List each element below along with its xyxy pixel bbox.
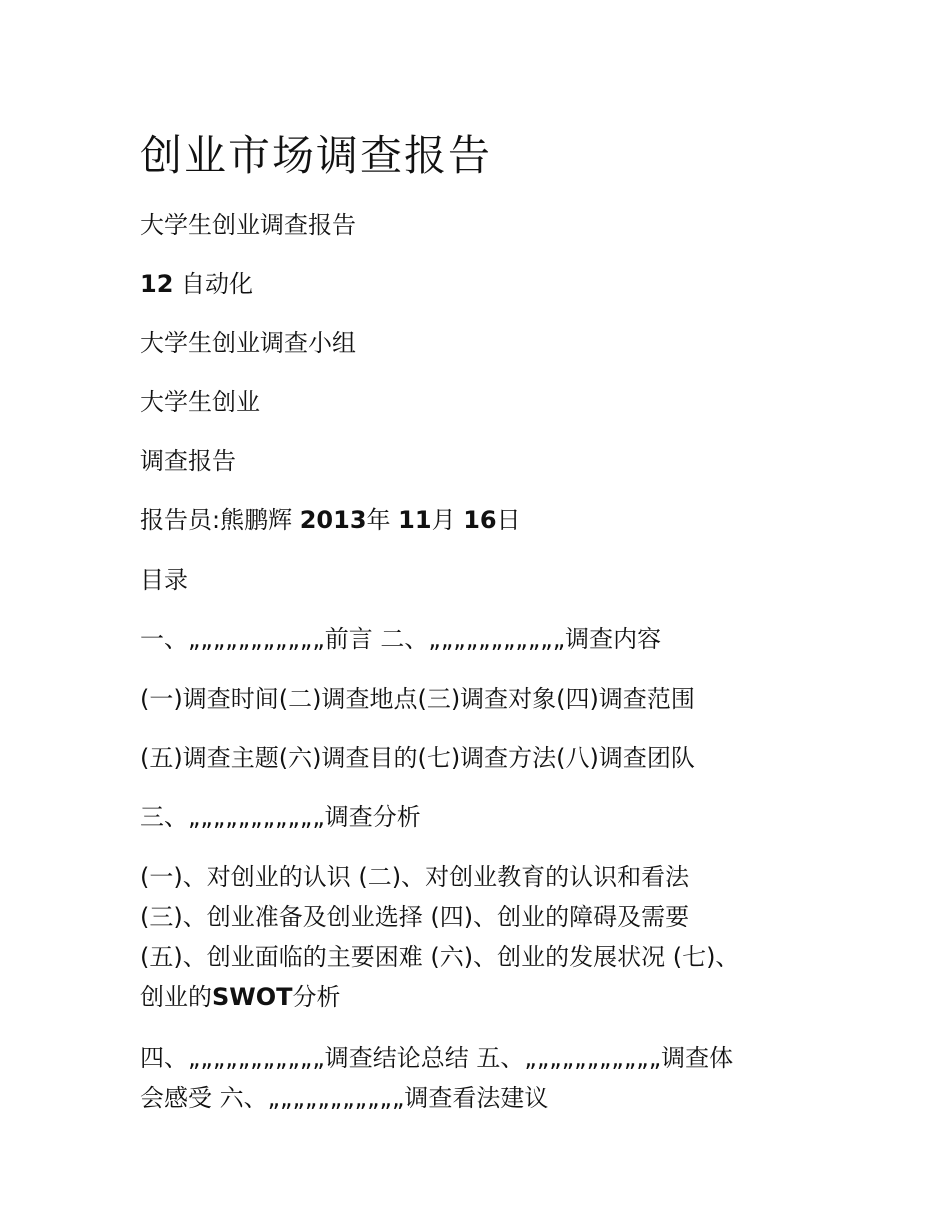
toc-line-1: 一、„„„„„„„„„„„前言 二、„„„„„„„„„„„调查内容	[140, 625, 662, 653]
toc-line-6b: 会感受 六、„„„„„„„„„„„调查看法建议	[140, 1084, 549, 1112]
toc-line-5b: (三)、创业准备及创业选择 (四)、创业的障碍及需要	[140, 903, 690, 931]
date-month: 11	[398, 506, 432, 534]
cover-line-1: 大学生创业	[140, 388, 260, 416]
date-year-unit: 年	[366, 506, 391, 534]
toc-line-5d-pre: 创业的	[140, 983, 212, 1011]
group-name: 大学生创业调查小组	[140, 329, 356, 357]
date-day: 16	[463, 506, 497, 534]
toc-line-6a: 四、„„„„„„„„„„„调查结论总结 五、„„„„„„„„„„„调查体	[140, 1044, 734, 1072]
toc-line-3: (五)调查主题(六)调查目的(七)调查方法(八)调查团队	[140, 744, 695, 772]
document-title: 创业市场调查报告	[140, 131, 493, 180]
cover-line-2: 调查报告	[140, 447, 236, 475]
date-day-unit: 日	[496, 506, 521, 534]
subtitle: 大学生创业调查报告	[140, 211, 356, 239]
document-page	[140, 0, 820, 1230]
toc-line-5d	[140, 977, 820, 1017]
class-number: 12	[140, 270, 174, 298]
toc-line-4: 三、„„„„„„„„„„„调查分析	[140, 803, 421, 831]
reporter-label: 报告员:熊鹏辉	[140, 506, 293, 534]
toc-line-5d-bold: SWOT	[212, 983, 293, 1011]
date-month-unit: 月	[431, 506, 456, 534]
class-line	[140, 265, 253, 303]
class-name: 自动化	[181, 270, 254, 298]
reporter-date-line	[140, 501, 521, 539]
toc-conclusion-block	[140, 1038, 820, 1118]
toc-line-5d-post: 分析	[292, 983, 341, 1011]
toc-line-5a: (一)、对创业的认识 (二)、对创业教育的认识和看法	[140, 863, 690, 891]
date-year: 2013	[299, 506, 367, 534]
toc-heading: 目录	[140, 566, 188, 594]
toc-analysis-block	[140, 857, 820, 1017]
toc-line-5c: (五)、创业面临的主要困难 (六)、创业的发展状况 (七)、	[140, 943, 740, 971]
toc-line-2: (一)调查时间(二)调查地点(三)调查对象(四)调查范围	[140, 685, 695, 713]
